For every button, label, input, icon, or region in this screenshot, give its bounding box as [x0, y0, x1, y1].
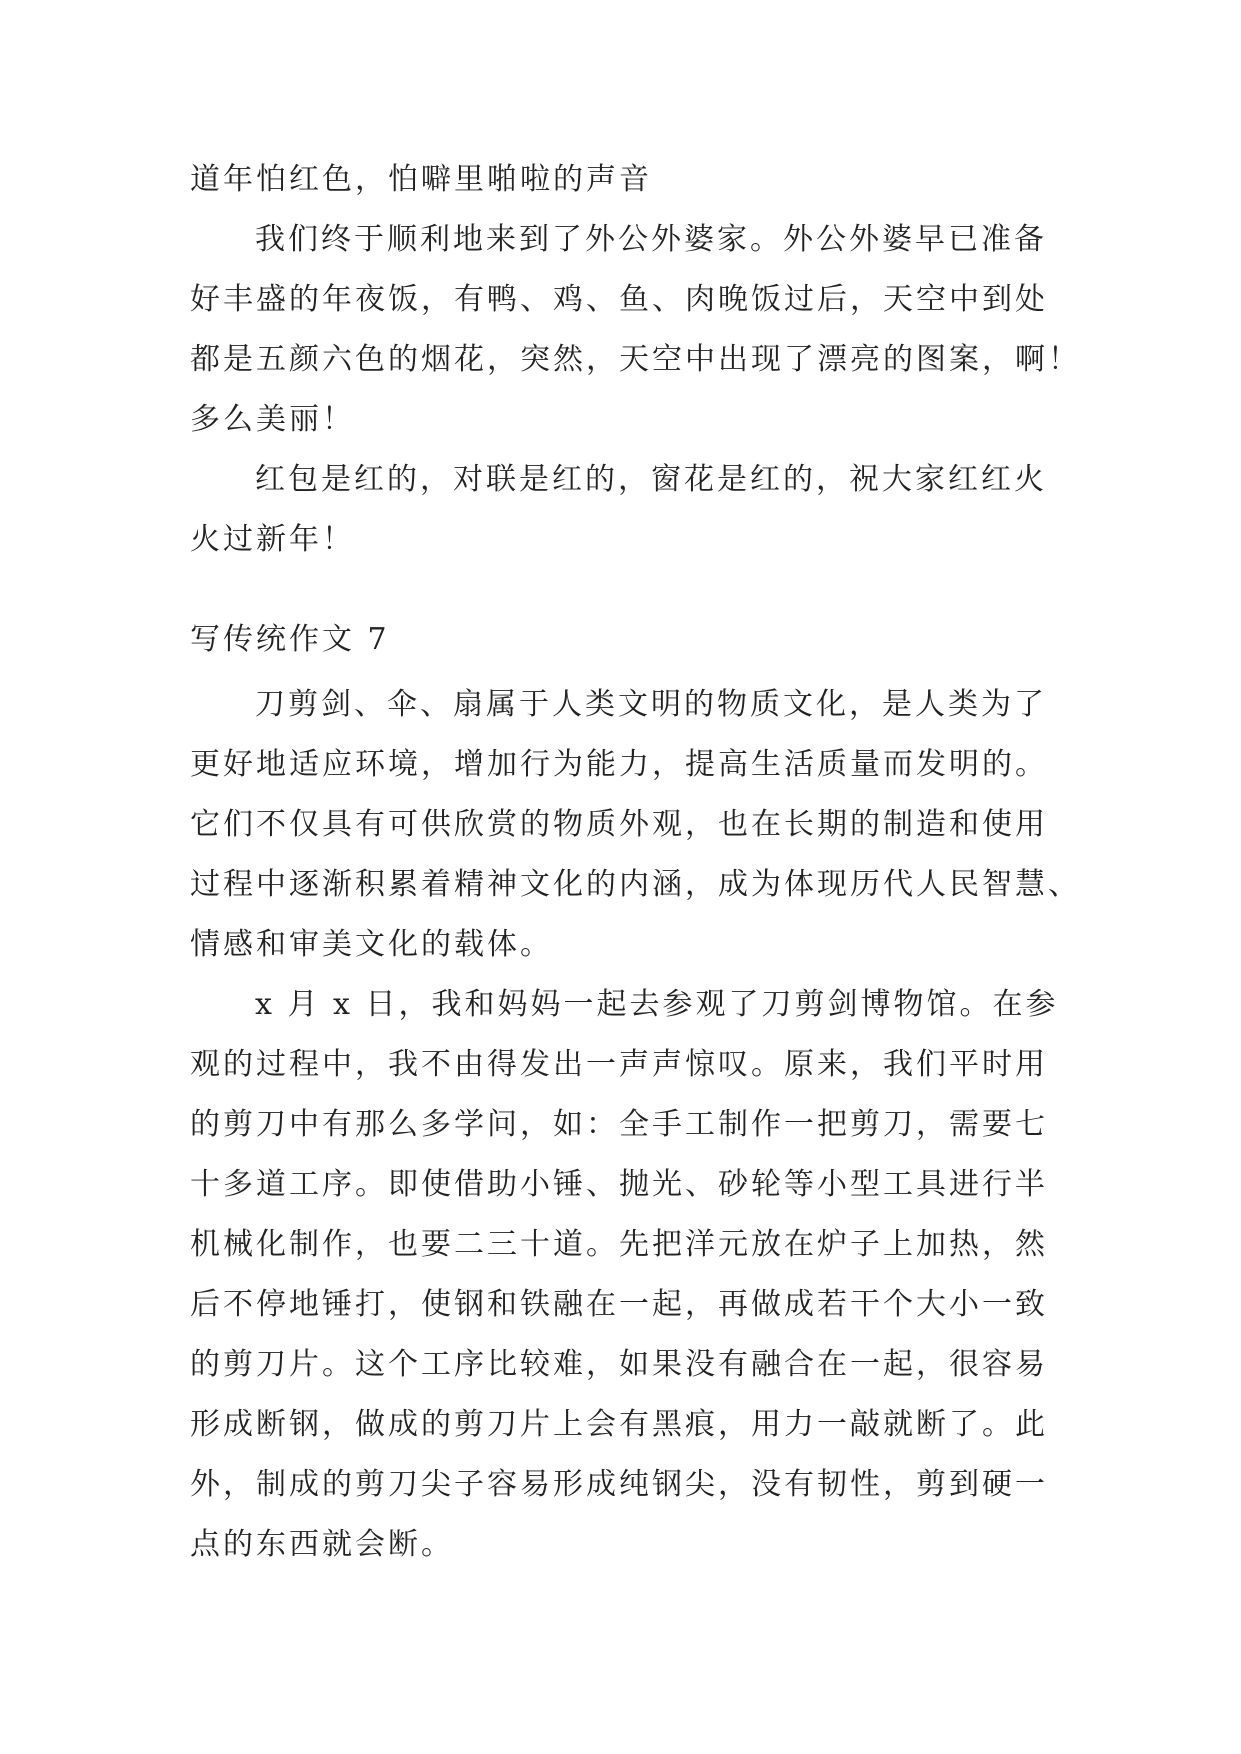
text-line: 情感和审美文化的载体。: [190, 927, 553, 962]
section-heading: 写传统作文 7: [190, 622, 390, 657]
text-line: 都是五颜六色的烟花，突然，天空中出现了漂亮的图案，啊！: [190, 342, 1081, 377]
paragraph-first-line: 红包是红的，对联是红的，窗花是红的，祝大家红红火: [255, 462, 1047, 497]
paragraph-first-line: 刀剪剑、伞、扇属于人类文明的物质文化，是人类为了: [255, 687, 1047, 722]
text-line: 的剪刀中有那么多学问，如：全手工制作一把剪刀，需要七: [190, 1107, 1048, 1142]
text-line: 好丰盛的年夜饭，有鸭、鸡、鱼、肉晚饭过后，天空中到处: [190, 282, 1048, 317]
text-line: 后不停地锤打，使钢和铁融在一起，再做成若干个大小一致: [190, 1287, 1048, 1322]
text-line: 道年怕红色，怕噼里啪啦的声音: [190, 162, 652, 197]
text-line: 火过新年！: [190, 522, 355, 557]
text-line: 更好地适应环境，增加行为能力，提高生活质量而发明的。: [190, 747, 1048, 782]
text-line: 点的东西就会断。: [190, 1527, 454, 1562]
text-line: 的剪刀片。这个工序比较难，如果没有融合在一起，很容易: [190, 1347, 1048, 1382]
text-line: 十多道工序。即使借助小锤、抛光、砂轮等小型工具进行半: [190, 1167, 1048, 1202]
paragraph-first-line: x 月 x 日，我和妈妈一起去参观了刀剪剑博物馆。在参: [255, 987, 1059, 1022]
text-line: 机械化制作，也要二三十道。先把洋元放在炉子上加热，然: [190, 1227, 1048, 1262]
text-line: 过程中逐渐积累着精神文化的内涵，成为体现历代人民智慧、: [190, 867, 1081, 902]
text-line: 多么美丽！: [190, 402, 355, 437]
text-line: 形成断钢，做成的剪刀片上会有黑痕，用力一敲就断了。此: [190, 1407, 1048, 1442]
text-line: 观的过程中，我不由得发出一声声惊叹。原来，我们平时用: [190, 1047, 1048, 1082]
paragraph-first-line: 我们终于顺利地来到了外公外婆家。外公外婆早已准备: [255, 222, 1047, 257]
text-line: 它们不仅具有可供欣赏的物质外观，也在长期的制造和使用: [190, 807, 1048, 842]
text-line: 外，制成的剪刀尖子容易形成纯钢尖，没有韧性，剪到硬一: [190, 1467, 1048, 1502]
